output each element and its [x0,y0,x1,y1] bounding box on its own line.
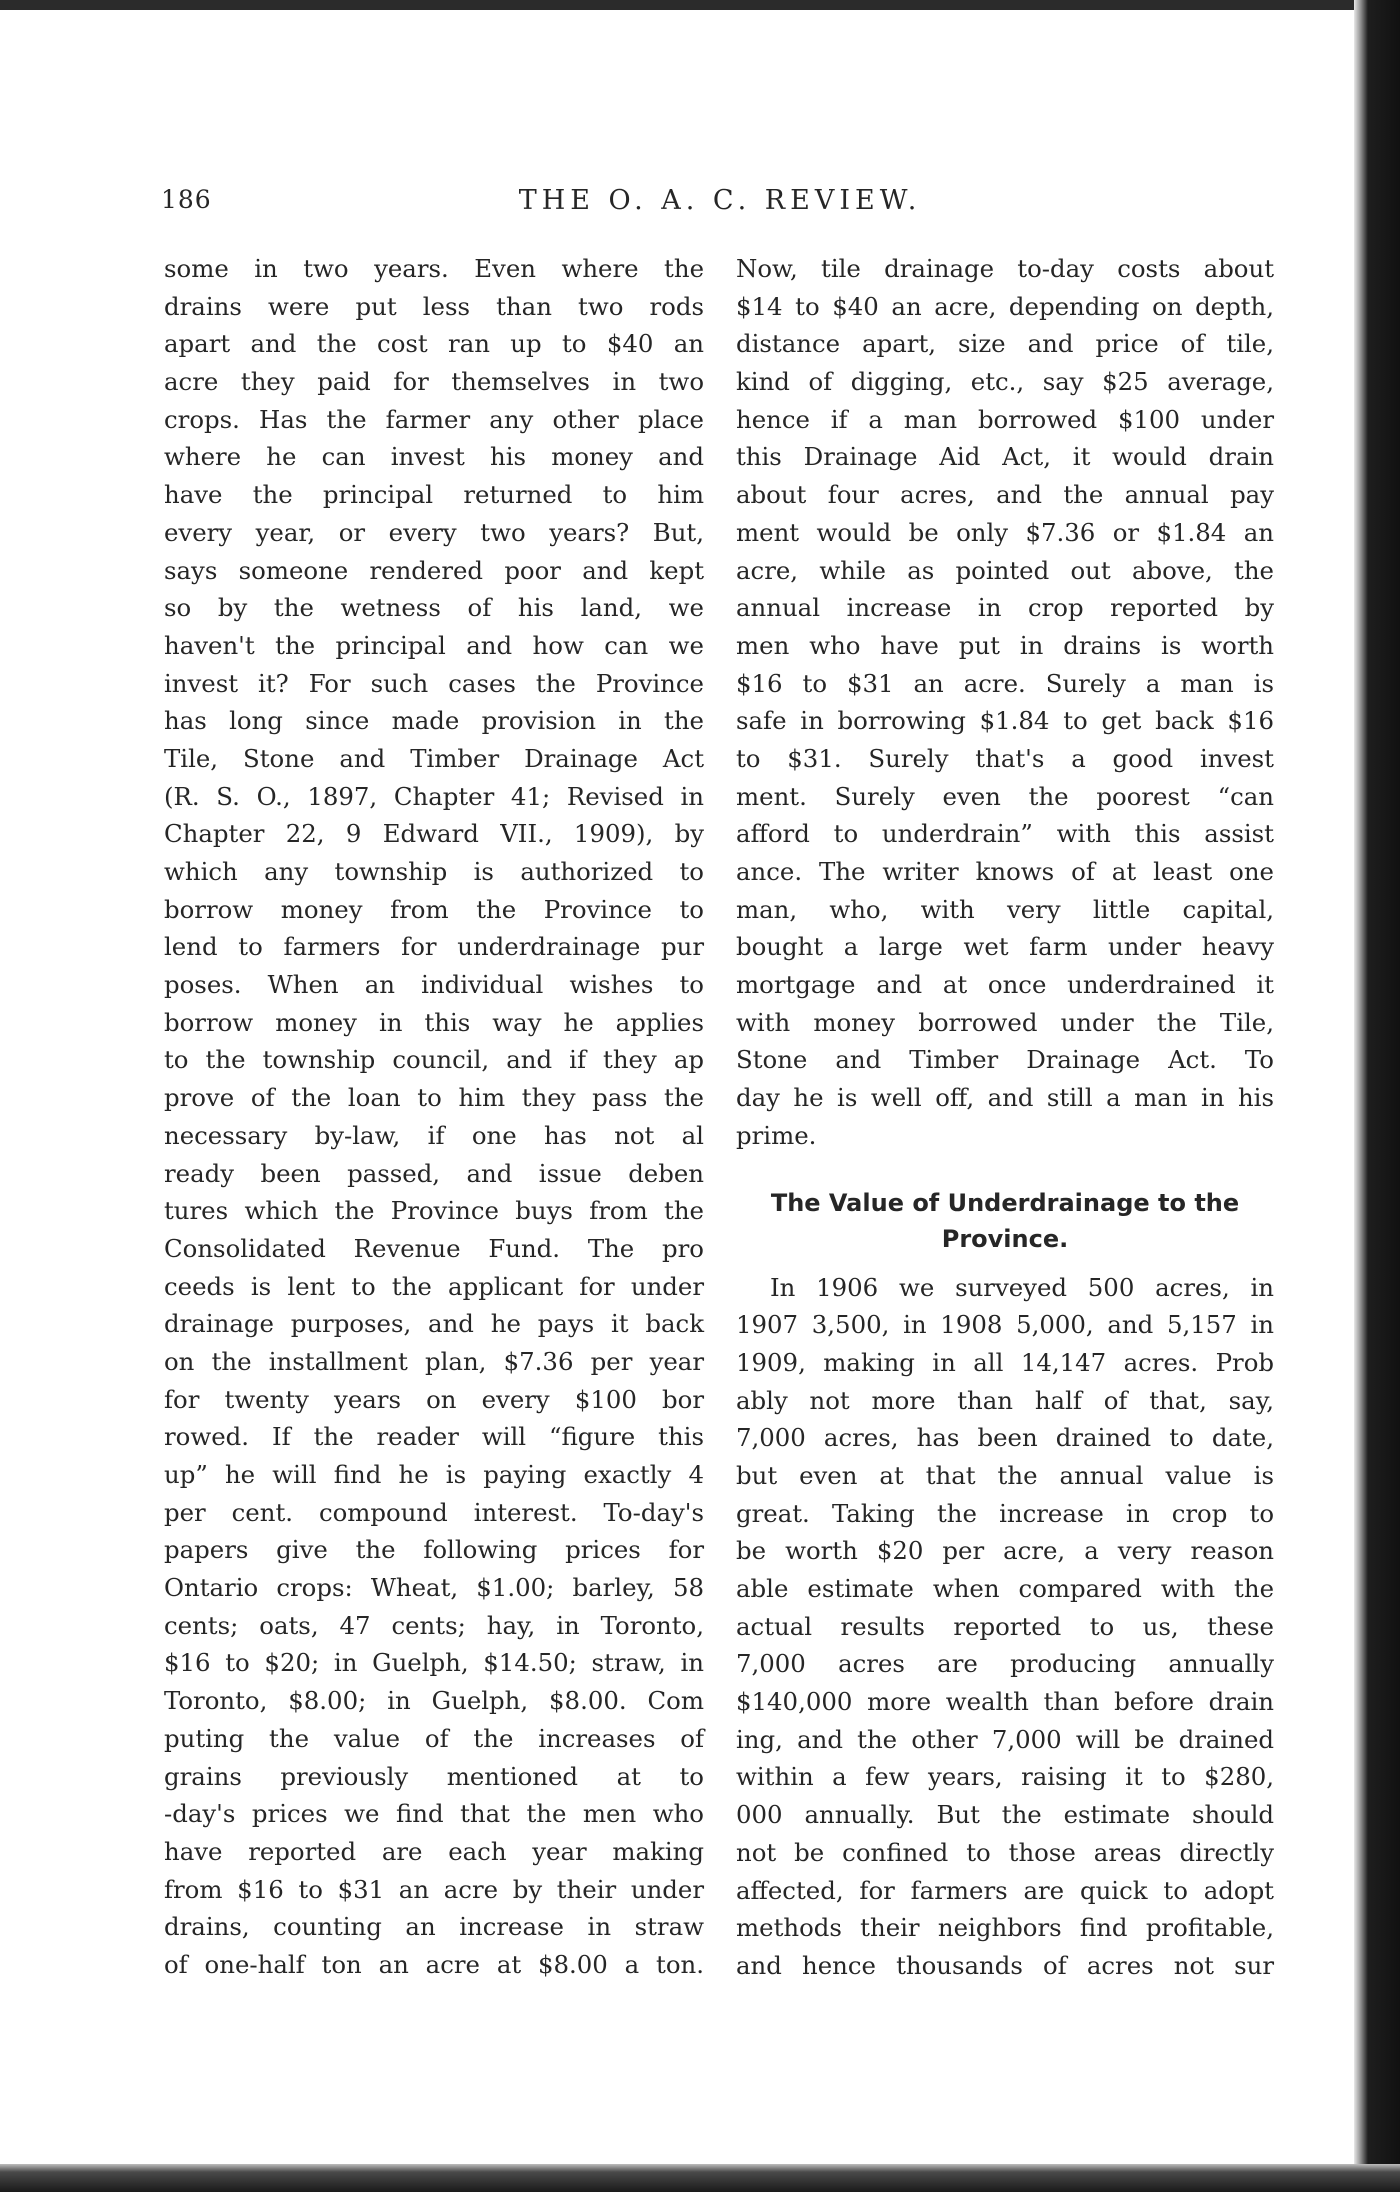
text-line: ready been passed, and issue deben [164,1158,704,1188]
text-line: acre, while as pointed out above, the [736,555,1274,585]
text-line: 1909, making in all 14,147 acres. Prob [736,1347,1274,1377]
text-line: Chapter 22, 9 Edward VII., 1909), by [164,819,704,849]
text-line: 000 annually. But the estimate should [736,1800,1274,1830]
text-line: on the installment plan, $7.36 per year [164,1346,704,1376]
text-line: 7,000 acres are producing annually [736,1649,1274,1679]
text-line: day he is well off, and still a man in his [736,1083,1274,1113]
text-line: drains, counting an increase in straw [164,1912,704,1942]
heading-line: The Value of Underdrainage to the [770,1188,1240,1217]
text-line: but even at that the annual value is [736,1460,1274,1490]
text-line: ably not more than half of that, say, [736,1385,1274,1415]
text-line: crops. Has the farmer any other place [164,404,704,434]
text-line: ment. Surely even the poorest “can [736,781,1274,811]
text-line: some in two years. Even where the [164,254,704,283]
text-line: where he can invest his money and [164,442,704,472]
scan-border-right [1354,0,1400,2192]
text-line: In 1906 we surveyed 500 acres, in [770,1272,1274,1302]
text-line: bought a large wet farm under heavy [736,932,1274,962]
text-line: actual results reported to us, these [736,1611,1274,1641]
text-line: rowed. If the reader will “figure this [164,1422,704,1452]
page-number: 186 [161,185,212,214]
text-line: necessary by-law, if one has not al [164,1120,704,1150]
text-line: every year, or every two years? But, [164,517,704,547]
text-line: so by the wetness of his land, we [164,593,704,623]
document-page [0,10,1354,2164]
text-line: borrow money from the Province to [164,894,704,924]
text-line: this Drainage Aid Act, it would drain [736,442,1274,472]
text-line: Toronto, $8.00; in Guelph, $8.00. Com [164,1686,704,1716]
text-line: Stone and Timber Drainage Act. To [736,1045,1274,1075]
text-line: to the township council, and if they ap [164,1045,704,1075]
text-line: annual increase in crop reported by [736,593,1274,623]
text-line: acre they paid for themselves in two [164,367,704,397]
text-line: afford to underdrain” with this assist [736,819,1274,849]
text-line: mortgage and at once underdrained it [736,970,1274,1000]
text-line: affected, for farmers are quick to adopt [736,1875,1274,1905]
text-line: about four acres, and the annual pay [736,480,1274,510]
text-line: Ontario crops: Wheat, $1.00; barley, 58 [164,1573,704,1603]
text-line: $140,000 more wealth than before drain [736,1687,1274,1717]
text-line: not be confined to those areas directly [736,1837,1274,1867]
text-line: distance apart, size and price of tile, [736,329,1274,359]
text-line: $16 to $20; in Guelph, $14.50; straw, in [164,1648,704,1678]
text-line: 7,000 acres, has been drained to date, [736,1423,1274,1453]
journal-title: THE O. A. C. REVIEW. [518,185,922,216]
text-line: papers give the following prices for [164,1535,704,1565]
text-line: safe in borrowing $1.84 to get back $16 [736,706,1274,736]
text-line: 1907 3,500, in 1908 5,000, and 5,157 in [736,1310,1274,1340]
scan-border-top [0,0,1400,10]
text-line: ing, and the other 7,000 will be drained [736,1724,1274,1754]
text-line: hence if a man borrowed $100 under [736,404,1274,434]
text-line: ment would be only $7.36 or $1.84 an [736,517,1274,547]
text-line: says someone rendered poor and kept [164,555,704,585]
text-line: methods their neighbors find profitable, [736,1913,1274,1943]
text-line: of one-half ton an acre at $8.00 a ton. [164,1949,704,1979]
text-line: apart and the cost ran up to $40 an [164,329,704,359]
text-line: prove of the loan to him they pass the [164,1083,704,1113]
text-line: to $31. Surely that's a good invest [736,743,1274,773]
text-line: man, who, with very little capital, [736,894,1274,924]
text-line: drainage purposes, and he pays it back [164,1309,704,1339]
text-line: which any township is authorized to [164,857,704,886]
paragraph-tile-drainage-cost [736,250,1274,1155]
text-line: and hence thousands of acres not sur [736,1950,1274,1980]
text-line: $14 to $40 an acre, depending on depth, [736,291,1274,321]
left-column [164,250,704,1984]
section-heading [736,1185,1274,1257]
text-line: tures which the Province buys from the [164,1196,704,1226]
text-line: within a few years, raising it to $280, [736,1762,1274,1792]
text-line: drains were put less than two rods [164,291,704,321]
text-line: Now, tile drainage to-day costs about [736,254,1274,283]
text-line: borrow money in this way he applies [164,1007,704,1037]
text-line: $16 to $31 an acre. Surely a man is [736,668,1274,698]
text-line: ceeds is lent to the applicant for under [164,1271,704,1301]
text-line: Consolidated Revenue Fund. The pro [164,1233,704,1263]
text-line: poses. When an individual wishes to [164,970,704,1000]
text-line: with money borrowed under the Tile, [736,1007,1274,1037]
text-line: prime. [736,1120,817,1150]
text-line: cents; oats, 47 cents; hay, in Toronto, [164,1610,704,1640]
text-line: up” he will find he is paying exactly 4 [164,1460,704,1489]
text-line: has long since made provision in the [164,706,704,736]
text-line: lend to farmers for underdrainage pur [164,932,704,962]
text-line: be worth $20 per acre, a very reason [736,1536,1274,1566]
text-line: men who have put in drains is worth [736,630,1274,660]
text-line: kind of digging, etc., say $25 average, [736,367,1274,397]
text-line: invest it? For such cases the Province [164,668,704,698]
right-column [736,250,1274,1985]
text-line: -day's prices we find that the men who [164,1799,704,1829]
text-line: haven't the principal and how can we [164,630,704,660]
text-line: (R. S. O., 1897, Chapter 41; Revised in [164,781,704,811]
text-line: for twenty years on every $100 bor [164,1384,704,1414]
text-line: able estimate when compared with the [736,1574,1274,1603]
paragraph-value-to-province [736,1269,1274,1985]
text-line: ance. The writer knows of at least one [736,857,1274,886]
text-line: great. Taking the increase in crop to [736,1498,1274,1528]
text-line: per cent. compound interest. To-day's [164,1497,704,1527]
text-line: have reported are each year making [164,1836,704,1866]
text-line: Tile, Stone and Timber Drainage Act [164,743,704,773]
text-line: grains previously mentioned at to [164,1761,704,1791]
text-line: have the principal returned to him [164,480,704,510]
running-head [161,185,1279,225]
scan-border-bottom [0,2164,1400,2192]
heading-line: Province. [941,1224,1069,1253]
text-line: from $16 to $31 an acre by their under [164,1874,704,1904]
text-line: puting the value of the increases of [164,1723,704,1753]
